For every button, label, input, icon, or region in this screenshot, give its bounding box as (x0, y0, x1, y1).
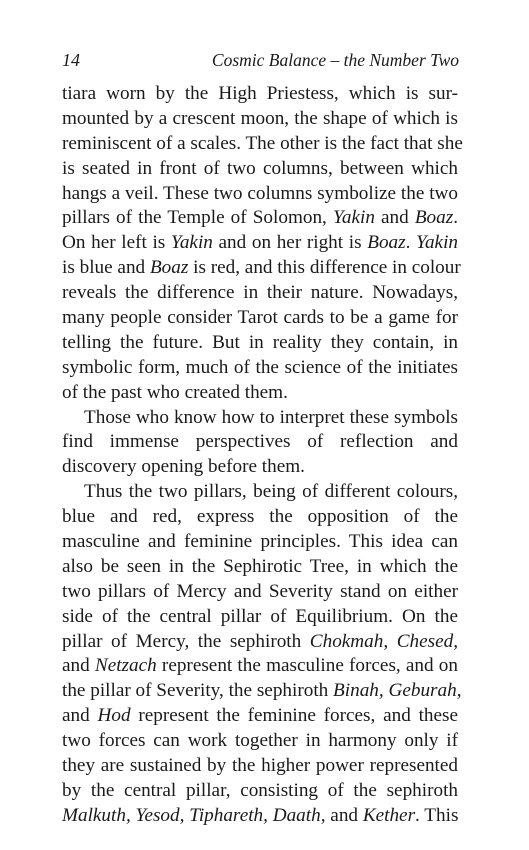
italic-term: Yakin (416, 232, 458, 254)
text-run: and (62, 655, 95, 677)
text-run: hangs a veil. These two columns symbolize the two (62, 182, 458, 204)
text-line (62, 480, 458, 505)
text-line (62, 704, 458, 729)
text-line (62, 281, 458, 306)
italic-term: Netzach (94, 655, 157, 677)
text-line (62, 82, 458, 107)
italic-term: Yakin (170, 232, 213, 254)
text-run: Those who know how to interpret these symbols (84, 406, 458, 428)
text-line (62, 605, 458, 630)
text-run: masculine and feminine principles. This idea can (62, 531, 458, 553)
text-line (62, 779, 458, 804)
text-run: by the central pillar, consisting of the sephiroth (62, 779, 458, 801)
text-line (62, 505, 458, 530)
italic-term: Hod (97, 705, 131, 727)
text-run: telling the future. But in reality they contain, in (62, 331, 458, 353)
text-run: , (456, 680, 462, 702)
text-run: . (453, 207, 458, 229)
text-run: . (405, 232, 417, 254)
text-line (62, 381, 458, 406)
text-run: two pillars of Mercy and Severity stand on either (62, 580, 458, 602)
text-run: many people consider Tarot cards to be a game for (62, 307, 458, 329)
text-run: symbolic form, much of the science of the initiates (62, 356, 458, 378)
text-line (62, 729, 458, 754)
text-run: blue and red, express the opposition of the (62, 506, 458, 528)
text-run: tiara worn by the High Priestess, which is sur- (62, 83, 458, 104)
text-line (62, 182, 458, 207)
text-run: On her left is (62, 232, 171, 254)
text-line (62, 679, 462, 704)
text-run: mounted by a crescent moon, the shape of which is (62, 107, 458, 129)
text-line (62, 630, 458, 655)
text-run: represent the masculine forces, and on (156, 655, 458, 677)
text-run: Thus the two pillars, being of different colours, (84, 481, 458, 503)
text-line (62, 107, 458, 132)
text-run: is blue and (62, 257, 150, 279)
text-line (62, 580, 458, 605)
italic-term: Malkuth, Yesod, Tiphareth, Daath, (62, 804, 326, 826)
text-line (62, 356, 458, 381)
italic-term: Boaz (367, 232, 406, 254)
text-line (62, 331, 458, 356)
text-run: side of the central pillar of Equilibrium. On the (62, 605, 458, 627)
chapter-title: Cosmic Balance – the Number Two (211, 50, 459, 70)
text-run: find immense perspectives of reflection and (62, 431, 458, 453)
page-number: 14 (62, 50, 80, 70)
text-line (62, 654, 458, 679)
text-run: and on her right is (212, 232, 368, 254)
text-run: pillars of the Temple of Solomon, (62, 207, 333, 229)
text-line (62, 555, 458, 580)
text-run: they are sustained by the higher power represented (62, 755, 458, 777)
text-line (62, 256, 461, 281)
text-line (62, 206, 458, 231)
text-line (62, 306, 458, 331)
body-text (62, 82, 463, 829)
italic-term: Kether (362, 804, 416, 826)
italic-term: Chokmah, Chesed, (309, 630, 458, 652)
text-run: the pillar of Severity, the sephiroth (62, 680, 334, 702)
running-head (62, 45, 459, 75)
text-run: discovery opening before them. (62, 456, 305, 478)
text-run: is seated in front of two columns, between which (62, 157, 458, 179)
text-line (62, 406, 458, 431)
text-line (62, 132, 463, 157)
text-line (62, 157, 458, 182)
text-run: reveals the difference in their nature. Nowadays, (62, 282, 458, 304)
text-run: is red, and this difference in colour (188, 257, 461, 279)
text-run: also be seen in the Sephirotic Tree, in which the (62, 555, 458, 577)
text-run: and (325, 804, 363, 826)
text-line (62, 530, 458, 555)
text-line (62, 804, 458, 829)
text-line (62, 754, 458, 779)
italic-term: Yakin (332, 207, 375, 229)
text-run: and (62, 705, 98, 727)
text-run: pillar of Mercy, the sephiroth (62, 630, 310, 652)
italic-term: Binah, Geburah (333, 680, 457, 702)
text-line (62, 231, 458, 256)
text-run: and (374, 207, 415, 229)
text-line (62, 455, 458, 480)
text-run: of the past who created them. (62, 381, 288, 403)
text-run: two forces can work together in harmony only if (62, 730, 458, 752)
italic-term: Boaz (149, 257, 189, 279)
text-run: reminiscent of a scales. The other is the fact that she (62, 132, 463, 154)
text-line (62, 430, 458, 455)
text-run: . This (415, 804, 459, 826)
text-run: represent the feminine forces, and these (130, 705, 458, 727)
italic-term: Boaz (414, 207, 454, 229)
